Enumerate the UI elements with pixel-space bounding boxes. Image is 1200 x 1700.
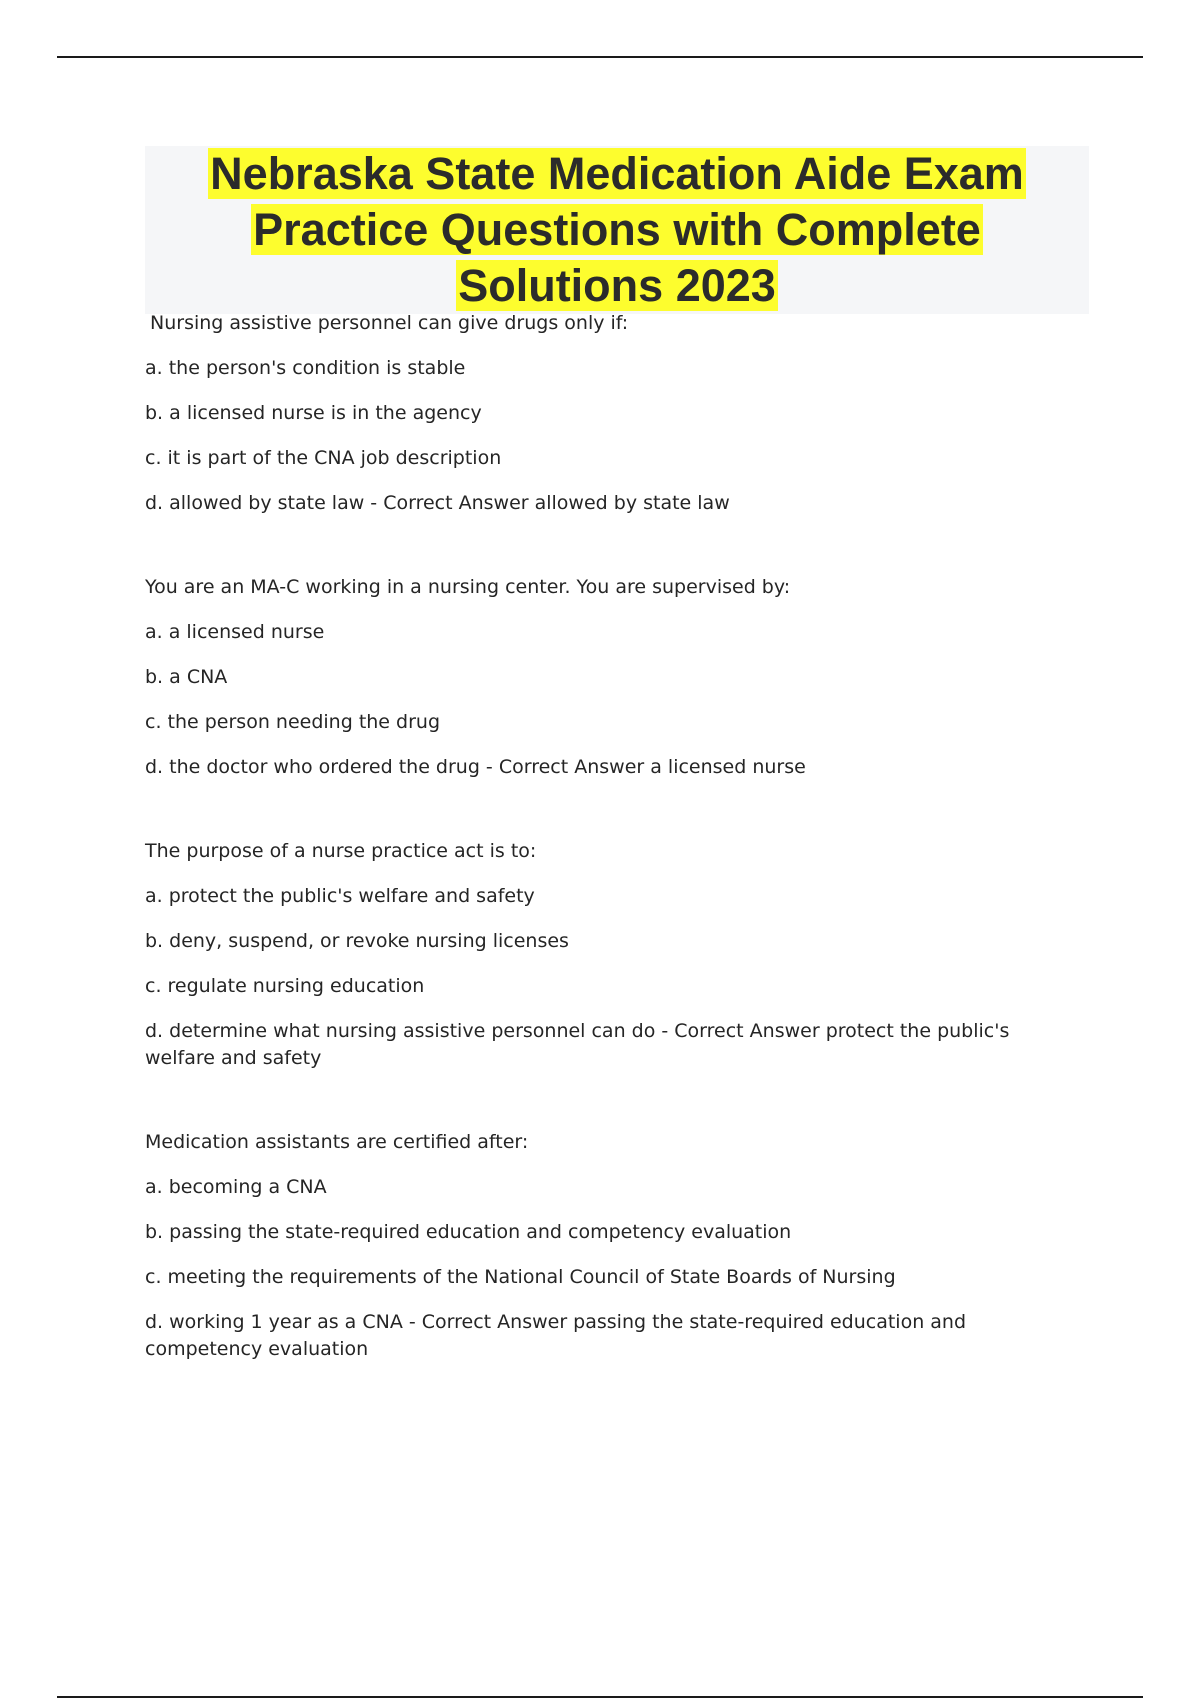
option-b: b. deny, suspend, or revoke nursing licenses [145, 930, 569, 952]
question-list [145, 310, 1085, 1420]
question-text: The purpose of a nurse practice act is to: [145, 840, 537, 862]
option-a: a. a licensed nurse [145, 621, 325, 643]
title-line-2: Practice Questions with Complete [253, 204, 981, 255]
question-2 [145, 574, 1085, 781]
bottom-rule [57, 1696, 1143, 1698]
option-a: a. protect the public's welfare and safety [145, 885, 535, 907]
option-c: c. regulate nursing education [145, 975, 425, 997]
option-a: a. the person's condition is stable [145, 357, 466, 379]
title-line-1: Nebraska State Medication Aide Exam [210, 148, 1024, 199]
option-a: a. becoming a CNA [145, 1176, 327, 1198]
option-c: c. meeting the requirements of the National Council of State Boards of Nursing [145, 1266, 896, 1288]
question-text: Nursing assistive personnel can give drugs only if: [150, 312, 629, 334]
option-d-answer: d. the doctor who ordered the drug - Correct Answer a licensed nurse [145, 756, 806, 778]
option-b: b. a licensed nurse is in the agency [145, 402, 482, 424]
document-title [145, 146, 1089, 314]
question-1 [145, 310, 1085, 517]
title-line-3: Solutions 2023 [458, 260, 776, 311]
option-c: c. the person needing the drug [145, 711, 441, 733]
question-4 [145, 1129, 1085, 1363]
option-b: b. passing the state-required education and competency evaluation [145, 1221, 792, 1243]
question-text: You are an MA-C working in a nursing center. You are supervised by: [145, 576, 791, 598]
option-c: c. it is part of the CNA job description [145, 447, 502, 469]
top-rule [57, 56, 1143, 58]
question-text: Medication assistants are certified after: [145, 1131, 529, 1153]
option-d-answer: d. allowed by state law - Correct Answer allowed by state law [145, 492, 730, 514]
option-d-answer: d. determine what nursing assistive personnel can do - Correct Answer protect the public's welfare and safety [145, 1020, 1010, 1069]
title-banner [145, 146, 1089, 314]
question-3 [145, 838, 1085, 1072]
option-d-answer: d. working 1 year as a CNA - Correct Answer passing the state-required education and competency evaluation [145, 1311, 967, 1360]
option-b: b. a CNA [145, 666, 228, 688]
